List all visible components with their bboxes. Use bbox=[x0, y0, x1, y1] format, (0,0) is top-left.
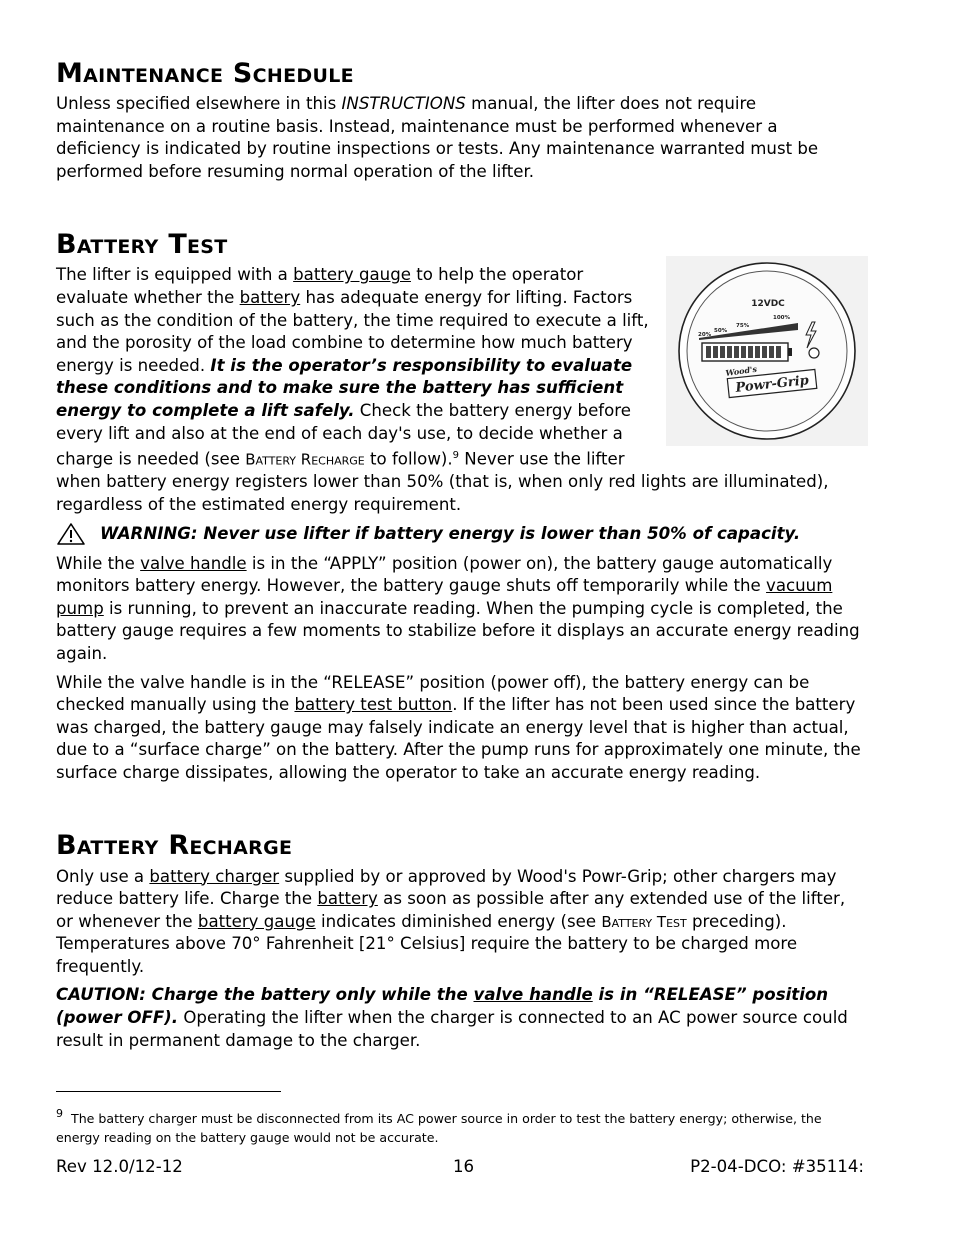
gauge-20-label: 20% bbox=[698, 332, 712, 339]
footer-doc-code: P2-04-DCO: #35114: bbox=[690, 1157, 864, 1176]
gauge-voltage-label: 12VDC bbox=[751, 299, 785, 310]
maintenance-schedule-heading: Maintenance Schedule bbox=[56, 58, 354, 89]
footnote-ref: 9 bbox=[452, 450, 460, 462]
caution-paragraph: CAUTION: Charge the battery only while the valve handle is in “RELEASE” position (power OFF). Operating the lifter when the charger is connected to an AC power source could result in permanent damage to the charger. bbox=[56, 985, 848, 1050]
battery-gauge-link-2: battery gauge bbox=[197, 911, 316, 931]
battery-link: battery bbox=[239, 288, 301, 308]
battery-link-2: battery bbox=[317, 889, 378, 909]
warning-icon bbox=[56, 522, 86, 546]
warning-text: WARNING: Never use lifter if battery energy is lower than 50% of capacity. bbox=[100, 523, 801, 543]
battery-recharge-ref: Battery Recharge bbox=[245, 450, 365, 469]
battery-test-button-link: battery test button bbox=[294, 695, 453, 715]
maintenance-paragraph: Unless specified elsewhere in this INSTRUCTIONS manual, the lifter does not require maintenance on a routine basis. Instead, maintenance must be performed whenever a deficiency is indicated by routine inspections or tests. Any maintenance warranted must be performed before resuming normal operation of the lifter. bbox=[56, 94, 819, 181]
gauge-100-label: 100% bbox=[773, 315, 790, 322]
battery-test-heading: Battery Test bbox=[56, 229, 228, 261]
gauge-brand-name: Powr-Grip bbox=[734, 373, 810, 397]
footnote bbox=[56, 1104, 866, 1147]
battery-gauge-link: battery gauge bbox=[293, 265, 411, 285]
valve-handle-link-2: valve handle bbox=[473, 985, 593, 1005]
vacuum-pump-link: vacuum pump bbox=[56, 576, 833, 618]
battery-gauge-figure bbox=[666, 256, 868, 446]
footnote-text: The battery charger must be disconnected from its AC power source in order to test the battery energy; otherwise, the energy reading on the battery gauge would not be accurate. bbox=[56, 1111, 822, 1145]
footnote-number: 9 bbox=[56, 1107, 63, 1120]
battery-recharge-heading: Battery Recharge bbox=[56, 830, 293, 862]
battery-recharge-paragraph: Only use a battery charger supplied by or approved by Wood's Powr-Grip; other chargers may reduce battery life. Charge the battery as soon as possible after any extended use of the lifter, or whenever the battery gauge indicates diminished energy (see Battery Test preceding). Temperatures above 70° Fahrenheit [21° Celsius] require the battery to be charged more frequently. bbox=[56, 866, 846, 976]
page-content bbox=[56, 58, 864, 1052]
gauge-50-label: 50% bbox=[714, 328, 728, 335]
warning-callout bbox=[56, 521, 864, 547]
footer-page-number: 16 bbox=[453, 1157, 475, 1176]
gauge-test-button bbox=[809, 348, 819, 358]
valve-handle-link: valve handle bbox=[140, 553, 247, 573]
gauge-brand-script: Wood's bbox=[724, 364, 758, 379]
footnote-divider bbox=[56, 1091, 281, 1092]
operator-responsibility-note: It is the operator’s responsibility to evaluate these conditions and to make sure the battery has sufficient energy to complete a lift safely. bbox=[56, 355, 633, 421]
battery-charger-link: battery charger bbox=[149, 866, 280, 886]
gauge-75-label: 75% bbox=[736, 323, 750, 330]
gauge-led-segments bbox=[706, 346, 781, 358]
valve-apply-paragraph: While the valve handle is in the “APPLY” position (power on), the battery gauge automatically monitors battery energy. However, the battery gauge shuts off temporarily while the vacuum pump is running, to prevent an inaccurate reading. When the pumping cycle is completed, the battery gauge requires a few moments to stabilize before it displays an accurate energy reading again. bbox=[56, 553, 860, 663]
battery-test-paragraph: The lifter is equipped with a battery gauge to help the operator evaluate whether the battery has adequate energy for lifting. Factors such as the condition of the battery, the time required to execute a lift, and the porosity of the load combine to determine how much battery energy is needed. It is the operator’s responsibility to evaluate these conditions and to make sure the battery has sufficient energy to complete a lift safely. Check the battery energy before every lift and also at the end of each day's use, to decide whether a charge is needed (see Battery Recharge to follow).$^9$ Never use the lifter when battery energy registers lower than 50% (that is, when only red lights are illuminated), regardless of the estimated energy requirement. bbox=[56, 265, 829, 514]
battery-test-ref: Battery Test bbox=[601, 912, 687, 931]
valve-release-paragraph: While the valve handle is in the “RELEASE” position (power off), the battery energy can be checked manually using the battery test button. If the lifter has not been used since the battery was charged, the battery gauge may falsely indicate an energy level that is higher than actual, due to a “surface charge” on the battery. After the pump runs for approximately one minute, the surface charge dissipates, allowing the operator to take an accurate energy reading. bbox=[56, 672, 861, 782]
footer-revision: Rev 12.0/12-12 bbox=[56, 1157, 183, 1176]
battery-gauge-image bbox=[666, 256, 868, 446]
